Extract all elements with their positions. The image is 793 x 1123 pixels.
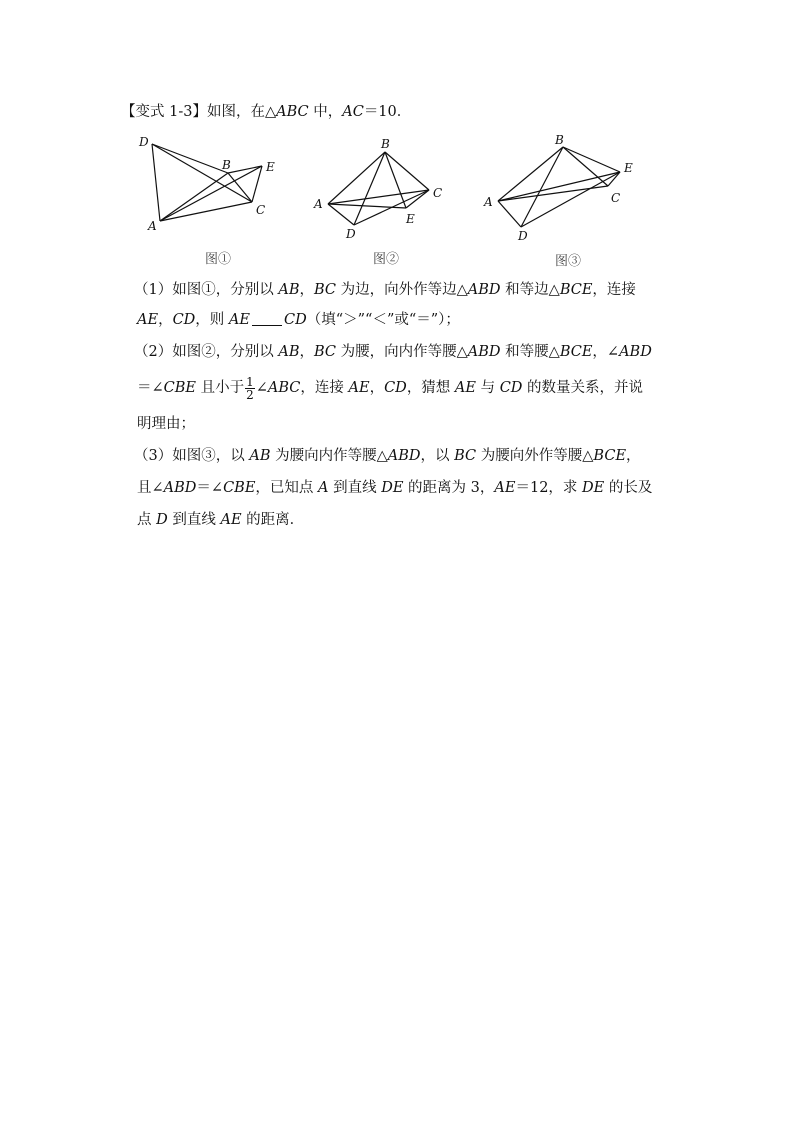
figure-3 (480, 130, 650, 242)
figure-1-caption: 图① (205, 252, 232, 267)
question-2-line-1: （2）如图②，分别以 AB，BC 为腰，向内作等腰△ABD 和等腰△BCE，∠ABD (134, 344, 652, 360)
question-2-line-2: ＝∠CBE 且小于 $\frac{1}{2}$ ∠ABC，连接 AE，CD，猜想 AE 与 CD 的数量关系，并说 (137, 374, 644, 402)
fig3-label-b: B (555, 133, 564, 147)
question-2-line-3: 明理由； (137, 416, 195, 432)
fig2-label-c: C (433, 186, 443, 200)
question-1-line-1: （1）如图①，分别以 AB，BC 为边，向外作等边△ABD 和等边△BCE，连接 (134, 282, 636, 298)
problem-header: 【变式 1-3】如图，在△ABC 中，AC＝10． (121, 104, 412, 120)
fig3-label-a: A (484, 195, 493, 209)
question-3-line-1: （3）如图③，以 AB 为腰向内作等腰△ABD，以 BC 为腰向外作等腰△BCE， (134, 448, 641, 464)
fig1-label-b: B (222, 158, 231, 172)
answer-blank[interactable] (252, 311, 282, 326)
fig1-label-c: C (256, 203, 266, 217)
figure-2 (310, 130, 460, 242)
fig2-label-a: A (314, 197, 323, 211)
fig2-label-b: B (381, 137, 390, 151)
problem-tag: 【变式 1-3】 (121, 104, 207, 120)
fig1-label-e: E (266, 160, 275, 174)
fraction-one-half: $\frac{1}{2}$ (246, 374, 254, 402)
fig1-label-a: A (148, 219, 157, 233)
question-1-line-2: AE，CD，则 AE CD（填“＞”“＜”或“＝”）； (137, 312, 460, 328)
fig1-label-d: D (139, 135, 149, 149)
figure-2-caption: 图② (373, 252, 400, 267)
fig3-label-c: C (611, 191, 621, 205)
question-3-line-3: 点 D 到直线 AE 的距离． (137, 512, 305, 528)
fig3-label-e: E (624, 161, 633, 175)
fig3-label-d: D (518, 229, 528, 243)
fig2-label-e: E (406, 212, 415, 226)
figure-1 (130, 130, 290, 240)
fig2-label-d: D (346, 227, 356, 241)
question-3-line-2: 且∠ABD＝∠CBE，已知点 A 到直线 DE 的距离为 3，AE＝12，求 DE 的长及 (137, 480, 653, 496)
figure-3-caption: 图③ (555, 254, 582, 269)
